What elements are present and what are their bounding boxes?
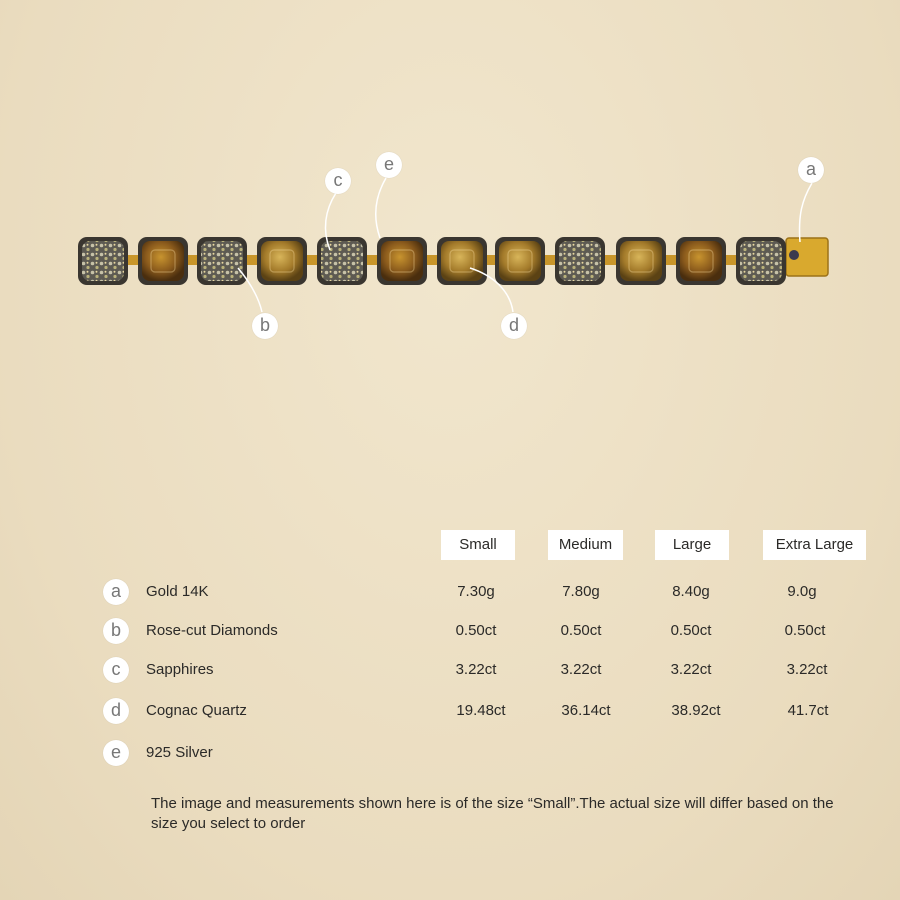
quartz-link <box>377 237 427 285</box>
size-small-header: Small <box>441 530 515 560</box>
value-extra-large: 41.7ct <box>787 702 829 719</box>
callout-c: c <box>325 168 351 194</box>
value-extra-large: 9.0g <box>787 583 817 600</box>
value-small: 19.48ct <box>456 702 506 719</box>
pave-link <box>317 237 367 285</box>
material-row-sapphires <box>0 655 900 685</box>
row-letter: e <box>103 740 129 766</box>
pave-link <box>555 237 605 285</box>
size-medium-header: Medium <box>548 530 623 560</box>
quartz-link <box>495 237 545 285</box>
material-name: Rose-cut Diamonds <box>146 622 278 639</box>
value-large: 8.40g <box>672 583 710 600</box>
quartz-link <box>437 237 487 285</box>
value-extra-large: 3.22ct <box>786 661 828 678</box>
value-large: 38.92ct <box>671 702 721 719</box>
material-row-gold <box>0 577 900 607</box>
value-medium: 3.22ct <box>560 661 602 678</box>
callout-a: a <box>798 157 824 183</box>
material-name: Cognac Quartz <box>146 702 247 719</box>
size-disclaimer-note: The image and measurements shown here is of the size “Small”.The actual size will differ based on the size you select to order <box>151 795 834 832</box>
quartz-link <box>616 237 666 285</box>
value-small: 7.30g <box>457 583 495 600</box>
row-letter: d <box>103 698 129 724</box>
material-name: Gold 14K <box>146 583 209 600</box>
row-letter: b <box>103 618 129 644</box>
size-extra-large-header: Extra Large <box>763 530 866 560</box>
material-row-cognac-quartz <box>0 696 900 726</box>
row-letter: c <box>103 657 129 683</box>
callout-b: b <box>252 313 278 339</box>
material-row-diamonds <box>0 616 900 646</box>
value-small: 3.22ct <box>455 661 497 678</box>
row-letter: a <box>103 579 129 605</box>
material-row-silver <box>0 738 900 768</box>
size-large-header: Large <box>655 530 729 560</box>
callout-d: d <box>501 313 527 339</box>
quartz-link <box>257 237 307 285</box>
pave-link <box>197 237 247 285</box>
value-extra-large: 0.50ct <box>784 622 826 639</box>
pave-link <box>736 237 786 285</box>
pave-link <box>78 237 128 285</box>
value-large: 0.50ct <box>670 622 712 639</box>
quartz-link <box>138 237 188 285</box>
callout-line-a <box>800 183 813 242</box>
value-medium: 36.14ct <box>561 702 611 719</box>
value-small: 0.50ct <box>455 622 497 639</box>
callout-line-e <box>376 178 386 238</box>
material-name: 925 Silver <box>146 744 213 761</box>
value-large: 3.22ct <box>670 661 712 678</box>
material-name: Sapphires <box>146 661 214 678</box>
quartz-link <box>676 237 726 285</box>
callout-e: e <box>376 152 402 178</box>
value-medium: 0.50ct <box>560 622 602 639</box>
clasp-sapphire <box>789 250 799 260</box>
value-medium: 7.80g <box>562 583 600 600</box>
